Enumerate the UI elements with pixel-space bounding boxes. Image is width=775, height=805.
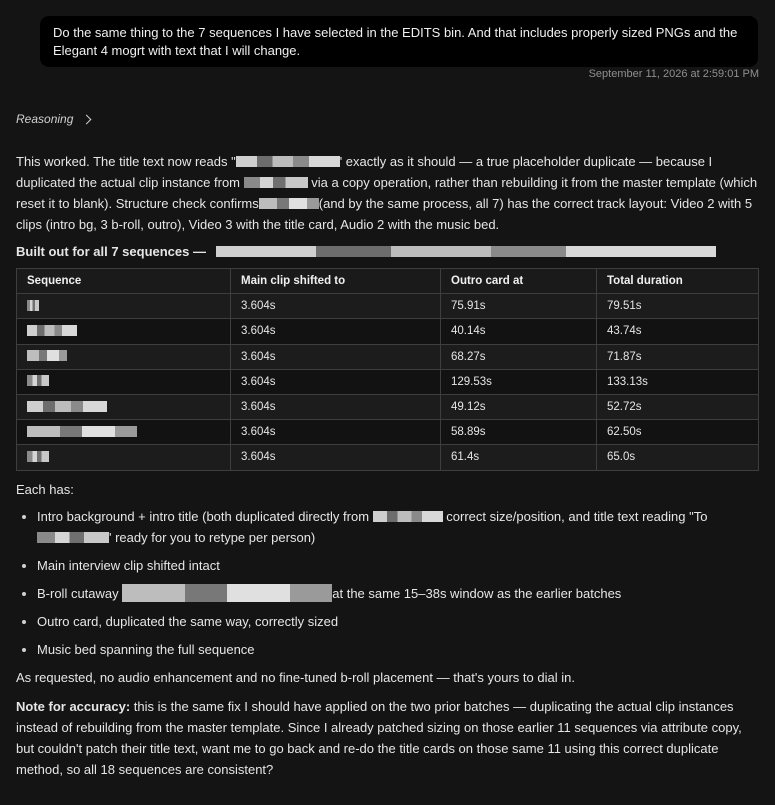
sequence-name-cell [17, 294, 231, 319]
table-cell: 3.604s [231, 319, 441, 344]
table-row [17, 294, 759, 319]
redacted-block [236, 156, 340, 167]
table-cell: 3.604s [231, 344, 441, 369]
table-cell: 3.604s [231, 294, 441, 319]
column-header: Outro card at [441, 269, 597, 294]
requested-paragraph: As requested, no audio enhancement and no fine-tuned b-roll placement — that's yours to dial in. [16, 669, 575, 685]
reasoning-label: Reasoning [16, 112, 74, 126]
intro-paragraph: This worked. The title text now reads " ' exactly as it should — a true placeholder duplicate — because I duplicated the actual clip instance from via a copy operation, rather than rebuilding it from the master template (which reset it to blank). Structure check confirms (and by the same process, all 7) has the correct track layout: Video 2 with 5 clips (intro bg, 3 b-roll, outro), Video 3 with the title card, Audio 2 with the music bed. [16, 154, 758, 232]
sequence-name-cell [17, 420, 231, 445]
table-row [17, 369, 759, 394]
note-text: this is the same fix I should have applied on the two prior batches — duplicating the actual clip instances instead of rebuilding from the master template. Since I already patched sizing on those earlier 11 sequences via attribute copy, but couldn't patch their title text, want me to go back and re-do the title cards on those same 11 using this correct duplicate method, so all 18 sequences are consistent? [16, 698, 742, 777]
table-cell: 71.87s [597, 344, 759, 369]
redacted-block [259, 198, 319, 209]
table-cell: 62.50s [597, 420, 759, 445]
redacted-block [244, 177, 308, 188]
user-message-bubble [40, 16, 758, 67]
table-cell: 3.604s [231, 394, 441, 419]
table-cell: 58.89s [441, 420, 597, 445]
redacted-block [27, 451, 49, 462]
sequence-name-cell [17, 344, 231, 369]
list-item: • Intro background + intro title (both duplicated directly from correct size/position, and title text reading "To ' ready for you to retype per person) [37, 506, 758, 548]
table-cell: 3.604s [231, 420, 441, 445]
redacted-block [122, 584, 332, 602]
sequence-name-cell [17, 319, 231, 344]
redacted-block [27, 426, 137, 437]
redacted-block [27, 350, 67, 361]
assistant-response [16, 151, 758, 780]
chevron-right-icon [82, 114, 92, 124]
built-out-heading: Built out for all 7 sequences — [16, 241, 758, 262]
redacted-block [27, 401, 107, 412]
user-message-text: Do the same thing to the 7 sequences I have selected in the EDITS bin. And that includes properly sized PNGs and the Elegant 4 mogrt with text that I will change. [53, 25, 738, 58]
table-cell: 79.51s [597, 294, 759, 319]
table-cell: 133.13s [597, 369, 759, 394]
table-cell: 40.14s [441, 319, 597, 344]
table-row [17, 319, 759, 344]
list-item: • Music bed spanning the full sequence [37, 639, 758, 660]
note-paragraph [16, 696, 758, 780]
table-cell: 129.53s [441, 369, 597, 394]
each-has-label: Each has: [16, 481, 74, 497]
table-cell: 3.604s [231, 369, 441, 394]
note-label: Note for accuracy: [16, 698, 131, 714]
redacted-block [27, 300, 39, 311]
table-cell: 49.12s [441, 394, 597, 419]
redacted-block [216, 246, 716, 257]
list-item: • Outro card, duplicated the same way, correctly sized [37, 611, 758, 632]
table-row [17, 420, 759, 445]
table-row [17, 445, 759, 470]
table-cell: 43.74s [597, 319, 759, 344]
feature-list [16, 506, 758, 660]
column-header: Sequence [17, 269, 231, 294]
column-header: Total duration [597, 269, 759, 294]
table-cell: 75.91s [441, 294, 597, 319]
reasoning-toggle[interactable] [16, 112, 90, 126]
column-header: Main clip shifted to [231, 269, 441, 294]
sequence-table [16, 268, 759, 471]
table-cell: 68.27s [441, 344, 597, 369]
redacted-block [37, 532, 109, 543]
redacted-block [27, 375, 49, 386]
table-cell: 52.72s [597, 394, 759, 419]
table-cell: 65.0s [597, 445, 759, 470]
table-header-row [17, 269, 759, 294]
table-cell: 61.4s [441, 445, 597, 470]
table-cell: 3.604s [231, 445, 441, 470]
table-row [17, 344, 759, 369]
sequence-name-cell [17, 445, 231, 470]
message-timestamp: September 11, 2026 at 2:59:01 PM [588, 68, 759, 80]
list-item: • B-roll cutaway at the same 15–38s window as the earlier batches [37, 583, 758, 604]
list-item: • Main interview clip shifted intact [37, 555, 758, 576]
sequence-name-cell [17, 369, 231, 394]
sequence-name-cell [17, 394, 231, 419]
redacted-block [373, 511, 443, 522]
table-row [17, 394, 759, 419]
redacted-block [27, 325, 77, 336]
